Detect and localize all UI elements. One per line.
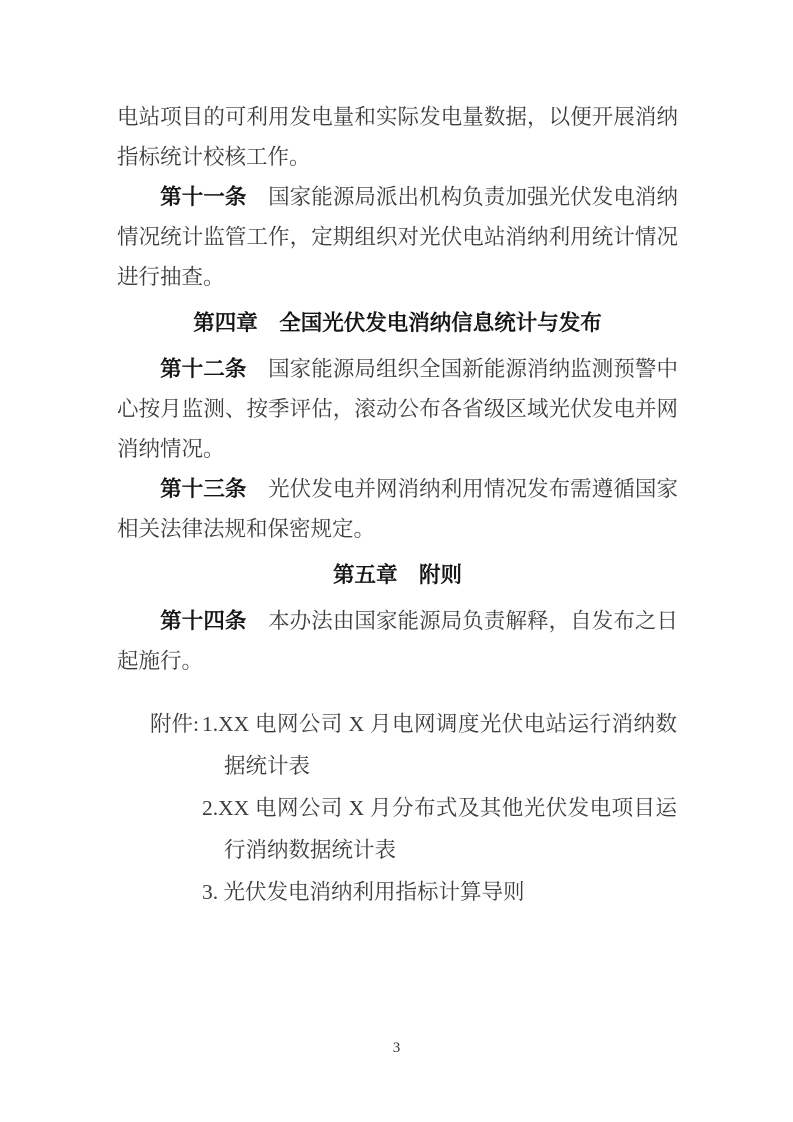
attachment-item-line: 行消纳数据统计表 (224, 838, 397, 862)
attachments-label: 附件: (150, 712, 199, 736)
article-number-term: 第五章 附则 (332, 563, 462, 587)
text-segment: 心按月监测、按季评估，滚动公布各省级区域光伏发电并网 (117, 397, 678, 421)
article-number-term: 第十三条 (160, 477, 247, 501)
document-body (117, 97, 678, 681)
text-segment: 本办法由国家能源局负责解释，自发布之日 (246, 609, 678, 633)
article-number-term: 第十四条 (160, 609, 247, 633)
text-segment (117, 609, 160, 633)
text-segment (117, 477, 160, 501)
page-number: 3 (392, 1040, 401, 1056)
attachment-item-line: 据统计表 (224, 754, 311, 778)
text-segment (117, 357, 160, 381)
attachments-list (202, 703, 677, 913)
body-text-line (117, 509, 678, 549)
body-text-line (117, 217, 678, 257)
article-number-term: 第十一条 (160, 185, 247, 209)
body-text-line (117, 389, 678, 429)
text-segment: 消纳情况。 (117, 437, 225, 461)
attachment-item-line: 2.XX 电网公司 X 月分布式及其他光伏发电项目运 (202, 796, 677, 820)
body-text-line (117, 97, 678, 137)
body-text-line (117, 469, 678, 509)
text-segment: 情况统计监管工作，定期组织对光伏电站消纳利用统计情况 (117, 225, 678, 249)
body-text-line (117, 257, 678, 297)
body-text-line (117, 641, 678, 681)
chapter-heading (117, 555, 678, 595)
body-text-line (117, 601, 678, 641)
text-segment: 相关法律法规和保密规定。 (117, 517, 376, 541)
article-number-term: 第十二条 (160, 357, 247, 381)
text-segment: 国家能源局派出机构负责加强光伏发电消纳 (246, 185, 678, 209)
attachments-block (150, 703, 677, 913)
text-segment (117, 185, 160, 209)
text-segment: 起施行。 (117, 649, 204, 673)
body-text-line (117, 349, 678, 389)
attachment-item-line: 1.XX 电网公司 X 月电网调度光伏电站运行消纳数 (202, 712, 677, 736)
article-number-term: 第四章 全国光伏发电消纳信息统计与发布 (193, 311, 602, 335)
body-text-line (117, 137, 678, 177)
text-segment: 光伏发电并网消纳利用情况发布需遵循国家 (246, 477, 678, 501)
text-segment: 国家能源局组织全国新能源消纳监测预警中 (246, 357, 678, 381)
attachment-item-line: 3. 光伏发电消纳利用指标计算导则 (202, 880, 525, 904)
body-text-line (117, 177, 678, 217)
chapter-heading (117, 303, 678, 343)
text-segment: 进行抽查。 (117, 265, 225, 289)
text-segment: 电站项目的可利用发电量和实际发电量数据，以便开展消纳 (117, 105, 678, 129)
body-text-line (117, 429, 678, 469)
text-segment: 指标统计校核工作。 (117, 145, 311, 169)
